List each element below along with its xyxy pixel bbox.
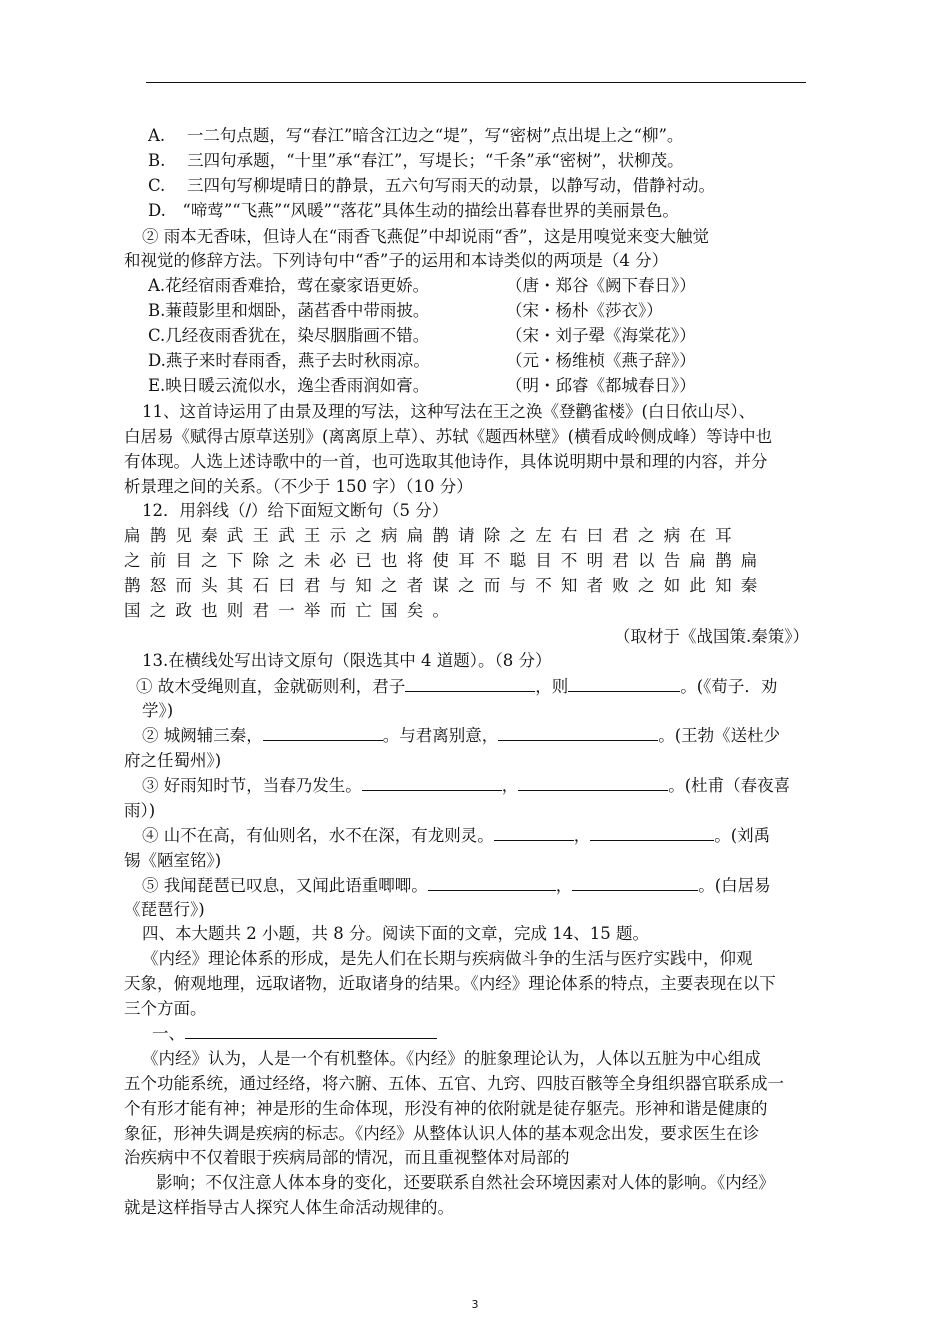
section4-body-line: 五个功能系统，通过经络，将六腑、五体、五官、九窍、四肢百骸等全身组织器官联系成一 (124, 1074, 784, 1093)
q12-passage-line: 国之政也则君一举而亡国矣。 (124, 601, 459, 620)
section4-intro-line: 天象，俯观地理，远取诸物，近取诸身的结果。《内经》理论体系的特点，主要表现在以下 (124, 974, 776, 993)
answer-blank[interactable] (494, 824, 574, 841)
q10-2-option-e: E.映日暖云流似水，逸尘香雨润如膏。 （明・邱睿《都城春日》） (148, 376, 696, 395)
q13-item-2-cont: 府之任蜀州》) (124, 751, 222, 770)
q13-item-5: ⑤ 我闻琵琶已叹息，又闻此语重唧唧。 ， 。(白居易 (142, 876, 771, 895)
header-rule (146, 82, 806, 83)
answer-blank[interactable] (572, 874, 698, 891)
q10-2-option-b: B.蒹葭影里和烟卧，菡萏香中带雨披。 （宋・杨朴《莎衣》） (148, 301, 663, 320)
q13-item-5-cont: 《琵琶行》) (124, 900, 205, 919)
page-number: 3 (471, 1298, 479, 1311)
q12-passage-line: 鹊怒而头其石曰君与知之者谋之而与不知者败之如此知秦 (124, 576, 767, 595)
q11-line: 有体现。人选上述诗歌中的一首，也可选取其他诗作，具体说明期中景和理的内容，并分 (124, 452, 768, 471)
q12-title: 12．用斜线（/）给下面短文断句（5 分） (142, 501, 449, 520)
q10-option-d: D. “啼莺”“飞燕”“风暖”“落花”具体生动的描绘出暮春世界的美丽景色。 (148, 201, 679, 220)
answer-blank[interactable] (185, 1022, 437, 1039)
q10-2-stem-line: 和视觉的修辞方法。下列诗句中“香”子的运用和本诗类似的两项是（4 分） (124, 251, 669, 270)
q10-option-b: B. 三四句承题，“十里”承“春江”，写堤长；“千条”承“密树”，状柳茂。 (148, 151, 684, 170)
section4-body-line: 影响；不仅注意人体本身的变化，还要联系自然社会环境因素对人体的影响。《内经》 (156, 1173, 775, 1192)
section4-point-1: 一、 (152, 1022, 437, 1046)
q13-item-1: ① 故木受绳则直，金就砺则利，君子 ，则 。(《荀子．劝 (136, 677, 778, 696)
section4-body-line: 就是这样指导古人探究人体生命活动规律的。 (124, 1198, 454, 1217)
q13-item-4: ④ 山不在高，有仙则名，水不在深，有龙则灵。 ， 。(刘禹 (142, 826, 771, 845)
q11-line: 析景理之间的关系。（不少于 150 字）（10 分） (124, 477, 473, 496)
q13-item-4-cont: 锡《陋室铭》) (124, 851, 222, 870)
q13-item-3: ③ 好雨知时节，当春乃发生。 ， 。(杜甫（春夜喜 (142, 776, 791, 795)
q13-item-3-cont: 雨）) (124, 801, 156, 820)
section4-title: 四、本大题共 2 小题，共 8 分。阅读下面的文章，完成 14、15 题。 (142, 924, 649, 943)
q11-line: 白居易《赋得古原草送别》(离离原上草）、苏轼《题西林壁》(横看成岭侧成峰）等诗中也 (124, 427, 773, 446)
q11-line: 11、这首诗运用了由景及理的写法，这种写法在王之涣《登鹳雀楼》(白日依山尽）、 (142, 402, 756, 421)
q12-passage-line: 之前目之下除之未必已也将使耳不聪目不明君以告扁鹊扁 (124, 551, 767, 570)
section4-body-line: 个有形才能有神；神是形的生命体现，形没有神的依附就是徒存躯壳。形神和谐是健康的 (124, 1099, 768, 1118)
section4-body-line: 治疾病中不仅着眼于疾病局部的情况，而且重视整体对局部的 (124, 1148, 570, 1167)
answer-blank[interactable] (518, 774, 668, 791)
answer-blank[interactable] (590, 824, 714, 841)
answer-blank[interactable] (362, 774, 502, 791)
answer-blank[interactable] (568, 675, 680, 692)
q13-item-2: ② 城阙辅三秦， 。与君离别意， 。(王勃《送杜少 (142, 726, 781, 745)
q10-option-a: A. 一二句点题，写“春江”暗含江边之“堤”，写“密树”点出堤上之“柳”。 (148, 126, 684, 145)
q10-2-option-c: C.几经夜雨香犹在，染尽胭脂画不错。 （宋・刘子翚《海棠花》） (148, 326, 696, 345)
q10-2-stem-line: ② 雨本无香味，但诗人在“雨香飞燕促”中却说雨“香”，这是用嗅觉来变大触觉 (142, 227, 709, 246)
answer-blank[interactable] (405, 675, 535, 692)
q10-2-option-d: D.燕子来时春雨香，燕子去时秋雨凉。 （元・杨维桢《燕子辞》） (148, 351, 696, 370)
q10-option-c: C. 三四句写柳堤晴日的静景，五六句写雨天的动景，以静写动，借静衬动。 (148, 176, 716, 195)
section4-body-line: 《内经》认为，人是一个有机整体。《内经》的脏象理论认为，人体以五脏为中心组成 (142, 1049, 761, 1068)
section4-body-line: 象征，形神失调是疾病的标志。《内经》从整体认识人体的基本观念出发，要求医生在诊 (124, 1124, 760, 1143)
q13-item-1-cont: 学》) (142, 701, 174, 720)
section4-intro-line: 《内经》理论体系的形成，是先人们在长期与疾病做斗争的生活与医疗实践中，仰观 (142, 949, 753, 968)
answer-blank[interactable] (498, 724, 658, 741)
q12-source: （取材于《战国策.秦策》） (614, 627, 809, 646)
answer-blank[interactable] (263, 724, 383, 741)
q13-title: 13.在横线处写出诗文原句（限选其中 4 道题）。（8 分） (142, 651, 552, 670)
section4-intro-line: 三个方面。 (124, 999, 207, 1018)
q12-passage-line: 扁鹊见秦武王武王示之病扁鹊请除之左右曰君之病在耳 (124, 526, 741, 545)
q10-2-option-a: A.花经宿雨香难拾，莺在豪家语更娇。 （唐・郑谷《阙下春日》） (148, 276, 696, 295)
answer-blank[interactable] (428, 874, 556, 891)
